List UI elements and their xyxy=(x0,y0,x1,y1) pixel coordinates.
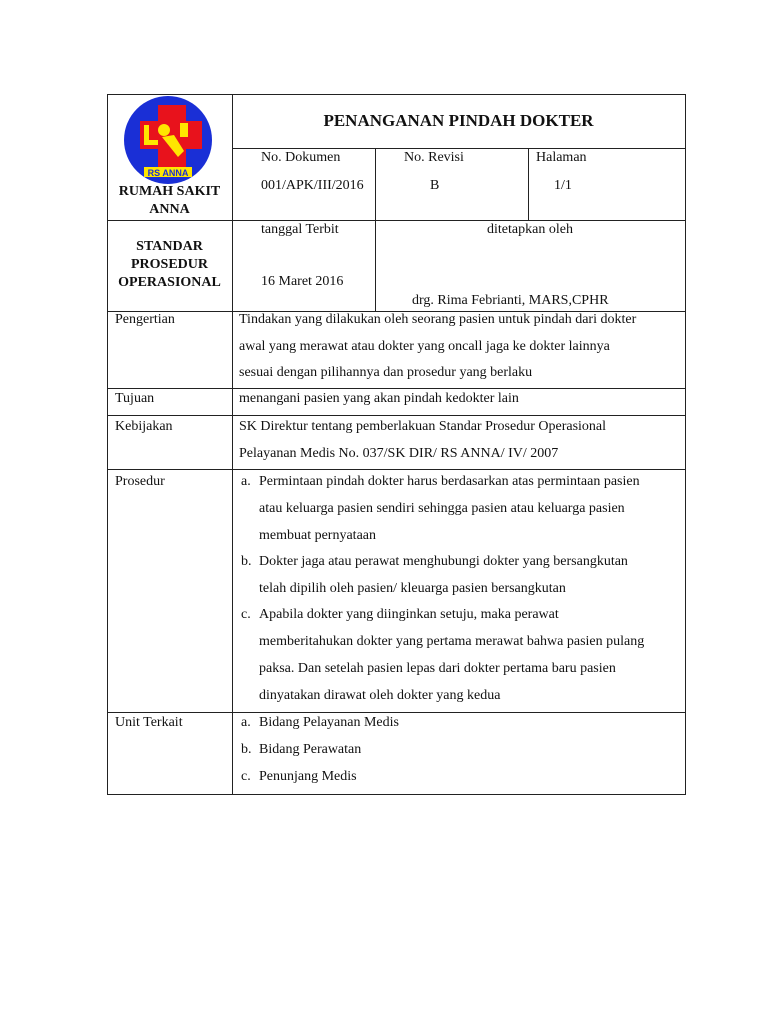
approved-label: ditetapkan oleh xyxy=(487,222,573,237)
hospital-name-line1: RUMAH SAKIT xyxy=(118,184,221,199)
sop-label-line3: OPERASIONAL xyxy=(118,275,221,290)
prosedur-item-marker: c. xyxy=(241,607,251,622)
kebijakan-label: Kebijakan xyxy=(115,419,173,434)
sop-label-line1: STANDAR xyxy=(136,239,203,254)
hospital-name-line2: ANNA xyxy=(149,202,190,217)
prosedur-line: memberitahukan dokter yang pertama merawat bahwa pasien pulang xyxy=(259,634,645,649)
unit-item: Bidang Perawatan xyxy=(259,742,362,757)
revision-value: B xyxy=(430,178,440,193)
unit-item: Penunjang Medis xyxy=(259,769,357,784)
issue-date-value: 16 Maret 2016 xyxy=(261,274,344,289)
unit-item-marker: c. xyxy=(241,769,251,784)
unit-item-marker: b. xyxy=(241,742,252,757)
revision-label: No. Revisi xyxy=(404,150,464,165)
issue-date-label: tanggal Terbit xyxy=(261,222,339,237)
unit-terkait-label: Unit Terkait xyxy=(115,715,183,730)
unit-item-marker: a. xyxy=(241,715,251,730)
prosedur-line: telah dipilih oleh pasien/ kleuarga pasien bersangkutan xyxy=(259,581,566,596)
page-title: PENANGANAN PINDAH DOKTER xyxy=(323,111,594,130)
page-value: 1/1 xyxy=(554,178,572,193)
pengertian-line: Tindakan yang dilakukan oleh seorang pasien untuk pindah dari dokter xyxy=(239,312,637,327)
pengertian-line: awal yang merawat atau dokter yang oncall jaga ke dokter lainnya xyxy=(239,339,610,354)
kebijakan-line: Pelayanan Medis No. 037/SK DIR/ RS ANNA/ IV/ 2007 xyxy=(239,446,559,461)
prosedur-line: Apabila dokter yang diinginkan setuju, maka perawat xyxy=(259,607,559,622)
pengertian-line: sesuai dengan pilihannya dan prosedur yang berlaku xyxy=(239,365,533,380)
prosedur-line: atau keluarga pasien sendiri sehingga pasien atau keluarga pasien xyxy=(259,501,625,516)
approved-by: drg. Rima Febrianti, MARS,CPHR xyxy=(412,293,609,308)
sop-label-line2: PROSEDUR xyxy=(130,257,208,272)
prosedur-line: paksa. Dan setelah pasien lepas dari dokter pertama baru pasien xyxy=(259,661,616,676)
page-label: Halaman xyxy=(536,150,587,165)
kebijakan-line: SK Direktur tentang pemberlakuan Standar Prosedur Operasional xyxy=(239,419,607,434)
prosedur-item-marker: a. xyxy=(241,474,251,489)
logo-text: RS ANNA xyxy=(147,168,189,178)
prosedur-line: dinyatakan dirawat oleh dokter yang kedua xyxy=(259,688,501,703)
pengertian-label: Pengertian xyxy=(115,312,175,327)
hospital-logo xyxy=(122,95,214,185)
tujuan-label: Tujuan xyxy=(115,391,155,406)
prosedur-line: Permintaan pindah dokter harus berdasarkan atas permintaan pasien xyxy=(259,474,640,489)
prosedur-line: Dokter jaga atau perawat menghubungi dokter yang bersangkutan xyxy=(259,554,628,569)
prosedur-item-marker: b. xyxy=(241,554,252,569)
doc-no-label: No. Dokumen xyxy=(261,150,341,165)
prosedur-label: Prosedur xyxy=(115,474,165,489)
prosedur-line: membuat pernyataan xyxy=(259,528,377,543)
tujuan-line: menangani pasien yang akan pindah kedokter lain xyxy=(239,391,519,406)
doc-no-value: 001/APK/III/2016 xyxy=(261,178,364,193)
unit-item: Bidang Pelayanan Medis xyxy=(259,715,399,730)
